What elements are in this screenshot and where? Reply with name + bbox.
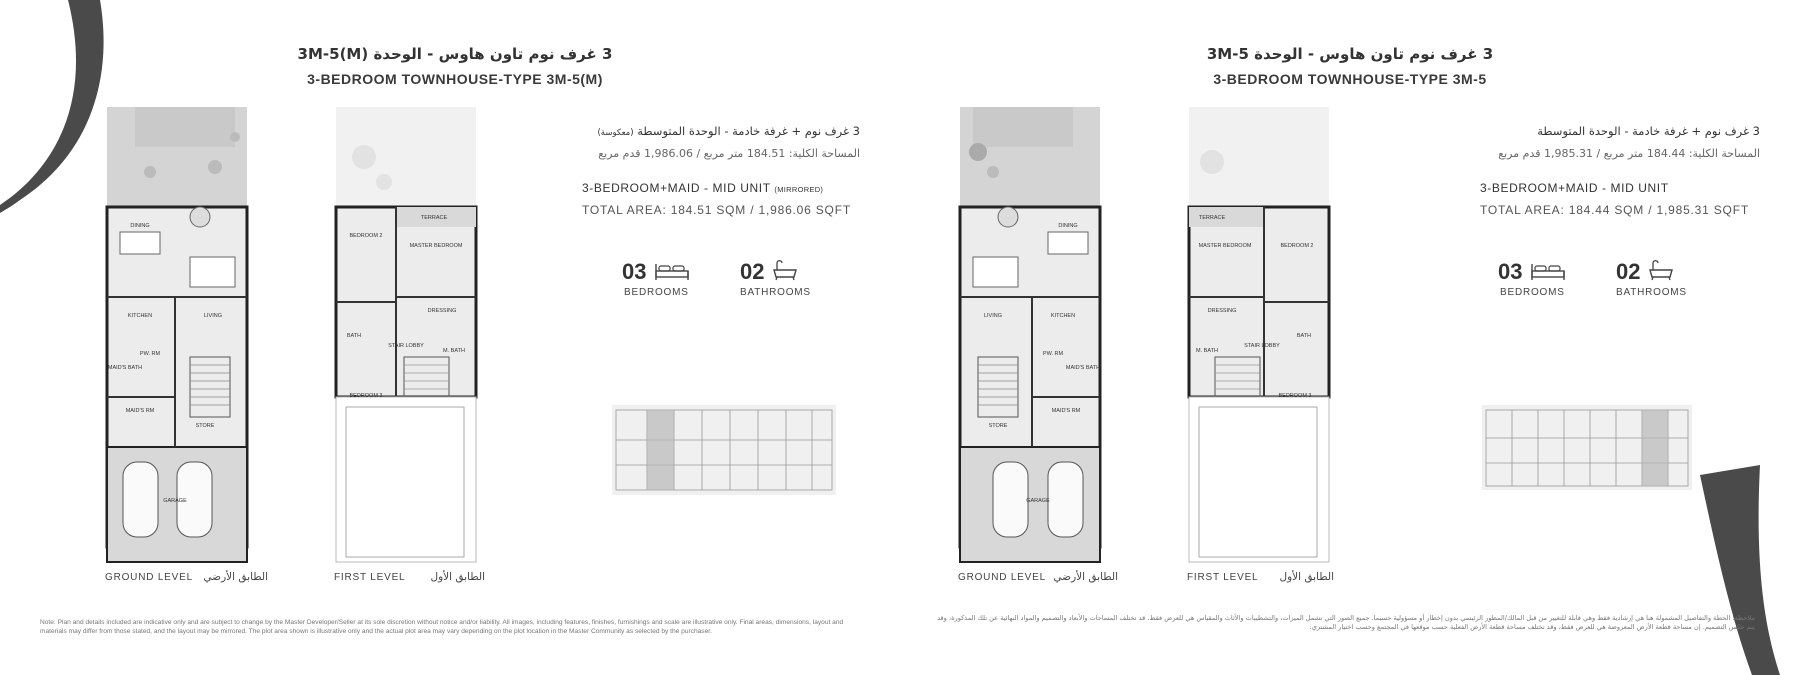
left-room-pwrm: PW. RM xyxy=(139,351,161,357)
right-bathrooms-count: 02 xyxy=(1616,259,1641,284)
left-room-garage: GARAGE xyxy=(163,498,187,504)
left-disclaimer: Note: Plan and details included are indicative only and are subject to change by the Master Developer/Seller at its sole discretion without notice and/or liability. All images, including features, finishes, furnishings and scale are illustrative only. Final areas, dimensions, layout and materials may differ from those stated, and the layout may be mirrored. The plot area shown is illustrative only and the actual plot area may vary depending on the plot location in the Master Community as selected by the purchaser. xyxy=(40,619,844,635)
right-bathrooms-label: BATHROOMS xyxy=(1616,287,1687,298)
decorative-swoosh-top xyxy=(0,0,120,240)
right-room-bath: BATH xyxy=(1296,333,1312,339)
right-title-english: 3-BEDROOM TOWNHOUSE-TYPE 3M-5 xyxy=(1213,71,1487,87)
right-room-maids-rm: MAID'S RM xyxy=(1051,408,1081,414)
right-room-kitchen: KITCHEN xyxy=(1050,313,1076,319)
left-room-dressing: DRESSING xyxy=(427,308,457,314)
left-title-english: 3-BEDROOM TOWNHOUSE-TYPE 3M-5(M) xyxy=(307,71,603,87)
left-bedrooms-label: BEDROOMS xyxy=(624,287,689,298)
right-room-pwrm: PW. RM xyxy=(1042,351,1064,357)
left-unit-english: 3-BEDROOM+MAID - MID UNIT (MIRRORED) xyxy=(582,181,824,195)
right-disclaimer: ملاحظة: الخطة والتفاصيل المشمولة هنا هي إرشادية فقط وهي قابلة للتغيير من قبل المالك/المطور الرئيسي بدون إخطار أو مسؤولية حسبما. جميع الصور التي تشمل الميزات، والتشطيبات والأثاث والمقياس هي للعرض فقط. قد تختلف المساحات والأبعاد والتصميم والمواد النهائية عن تلك المذكورة، وقد يتم عكس التصميم. إن مساحة قطعة الأرض المعروضة هي للعرض فقط، وقد تختلف مساحة قطعة الأرض الفعلية حسب موقعها في المجتمع وحسب اختيار المشتري. xyxy=(937,614,1755,631)
right-area-arabic: المساحة الكلية: 184.44 متر مربع / 1,985.31 قدم مربع xyxy=(1498,147,1760,160)
right-title-arabic: 3 غرف نوم تاون هاوس - الوحدة 3M-5 xyxy=(1206,45,1494,63)
right-room-bedroom2: BEDROOM 2 xyxy=(1280,243,1314,249)
left-room-store: STORE xyxy=(195,423,215,429)
decorative-swoosh-bottom xyxy=(1690,465,1800,675)
bathtub-icon xyxy=(772,259,798,281)
left-room-bedroom3: BEDROOM 3 xyxy=(349,393,383,399)
left-room-bedroom2: BEDROOM 2 xyxy=(349,233,383,239)
right-room-master-bedroom: MASTER BEDROOM xyxy=(1198,243,1252,249)
right-unit-english: 3-BEDROOM+MAID - MID UNIT xyxy=(1480,181,1669,195)
left-first-level-arabic: الطابق الأول xyxy=(430,571,485,583)
right-room-store: STORE xyxy=(988,423,1008,429)
left-room-master-bedroom: MASTER BEDROOM xyxy=(409,243,463,249)
right-ground-level-arabic: الطابق الأرضي xyxy=(1053,571,1118,583)
left-room-maids-rm: MAID'S RM xyxy=(125,408,155,414)
right-room-dining: DINING xyxy=(1058,223,1078,229)
left-ground-floor-plan xyxy=(105,107,250,562)
left-room-terrace: TERRACE xyxy=(420,215,448,221)
left-room-maids-bath: MAID'S BATH xyxy=(107,365,143,371)
bed-icon xyxy=(1531,263,1567,281)
right-room-m-bath: M. BATH xyxy=(1196,348,1218,354)
right-bedrooms-count: 03 xyxy=(1498,259,1523,284)
left-room-m-bath: M. BATH xyxy=(443,348,465,354)
right-room-stair-lobby: STAIR LOBBY xyxy=(1244,343,1280,349)
right-bedrooms-label: BEDROOMS xyxy=(1500,287,1565,298)
right-first-level-arabic: الطابق الأول xyxy=(1279,571,1334,583)
right-room-terrace: TERRACE xyxy=(1198,215,1226,221)
right-room-bedroom3: BEDROOM 3 xyxy=(1278,393,1312,399)
left-title-arabic: 3 غرف نوم تاون هاوس - الوحدة 3M-5(M) xyxy=(297,45,613,63)
right-unit-arabic: 3 غرف نوم + غرفة خادمة - الوحدة المتوسطة xyxy=(1537,124,1760,138)
left-area-arabic: المساحة الكلية: 184.51 متر مربع / 1,986.06 قدم مربع xyxy=(598,147,860,160)
right-first-level-label: FIRST LEVEL xyxy=(1187,572,1259,583)
right-area-english: TOTAL AREA: 184.44 SQM / 1,985.31 SQFT xyxy=(1480,203,1749,217)
left-bathrooms-count: 02 xyxy=(740,259,765,284)
bathtub-icon xyxy=(1648,259,1674,281)
right-first-floor-plan xyxy=(1187,107,1332,562)
right-room-garage: GARAGE xyxy=(1026,498,1050,504)
right-room-living: LIVING xyxy=(983,313,1003,319)
left-room-kitchen: KITCHEN xyxy=(127,313,153,319)
left-room-bath: BATH xyxy=(346,333,362,339)
right-ground-level-label: GROUND LEVEL xyxy=(958,572,1046,583)
bed-icon xyxy=(655,263,691,281)
left-room-stair-lobby: STAIR LOBBY xyxy=(388,343,424,349)
right-room-maids-bath: MAID'S BATH xyxy=(1065,365,1101,371)
left-room-living: LIVING xyxy=(203,313,223,319)
left-bathrooms-label: BATHROOMS xyxy=(740,287,811,298)
left-unit-arabic: 3 غرف نوم + غرفة خادمة - الوحدة المتوسطة (معكوسة) xyxy=(597,124,860,138)
left-ground-level-arabic: الطابق الأرضي xyxy=(203,571,268,583)
left-key-plan xyxy=(612,405,836,495)
left-room-dining: DINING xyxy=(130,223,150,229)
left-area-english: TOTAL AREA: 184.51 SQM / 1,986.06 SQFT xyxy=(582,203,851,217)
left-first-level-label: FIRST LEVEL xyxy=(334,572,406,583)
right-ground-floor-plan xyxy=(958,107,1103,562)
left-ground-level-label: GROUND LEVEL xyxy=(105,572,193,583)
left-bedrooms-count: 03 xyxy=(622,259,647,284)
right-key-plan xyxy=(1482,405,1692,490)
left-first-floor-plan xyxy=(334,107,479,562)
right-room-dressing: DRESSING xyxy=(1207,308,1237,314)
